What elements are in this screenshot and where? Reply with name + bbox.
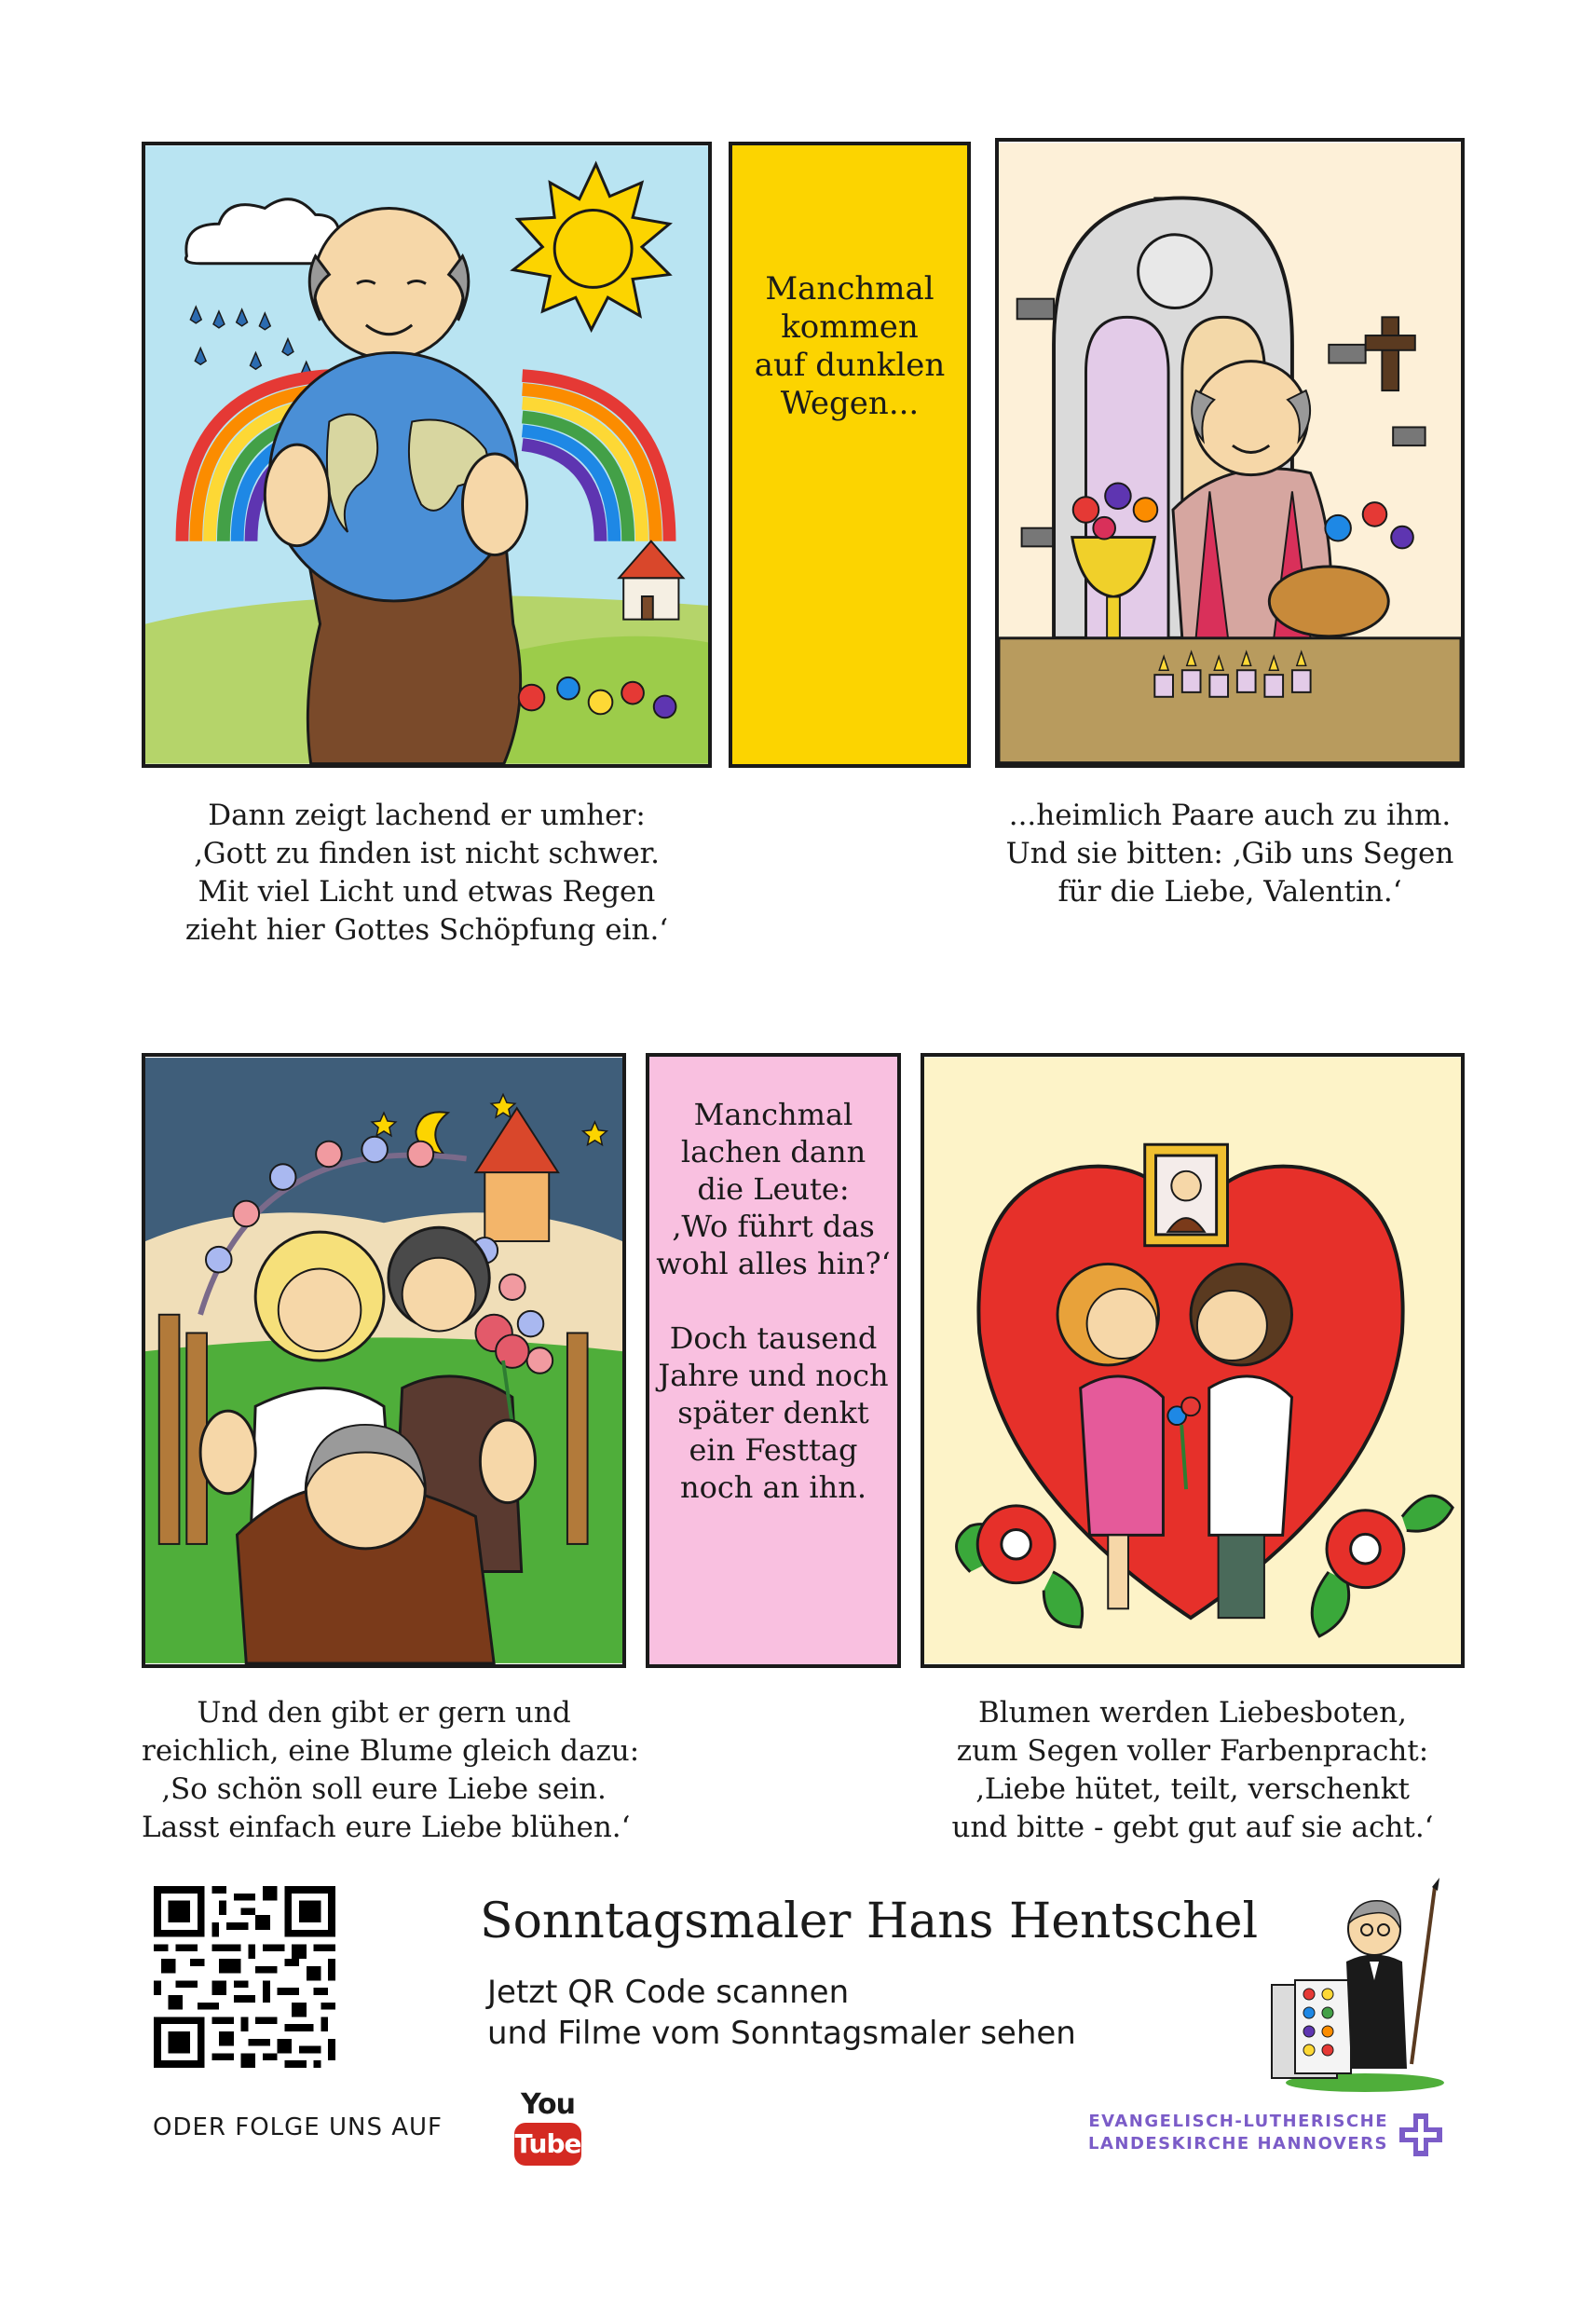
church-cross-icon: [1398, 2112, 1444, 2158]
pink-text-line: ein Festtag: [689, 1432, 858, 1468]
panel-monk-globe: [142, 142, 712, 768]
caption-line: reichlich, eine Blume gleich dazu:: [142, 1734, 640, 1768]
pink-text-line: später denkt: [677, 1395, 869, 1430]
pink-text-line: Manchmal: [693, 1097, 853, 1132]
painter-illustration: [1262, 1878, 1449, 2092]
footer-subtitle-line2: und Filme vom Sonntagsmaler sehen: [487, 2015, 1076, 2052]
church-name-line2: LANDESKIRCHE HANNOVERS: [1087, 2134, 1388, 2154]
qr-code[interactable]: [154, 1886, 335, 2068]
pink-text-line: noch an ihn.: [679, 1470, 867, 1505]
pink-text-line: Doch tausend: [669, 1320, 878, 1356]
caption-line: Und sie bitten: ‚Gib uns Segen: [1005, 837, 1454, 870]
monk-altar-illustration: [999, 142, 1461, 764]
yellow-text-line: kommen: [781, 308, 919, 346]
youtube-you-label: You: [521, 2088, 575, 2121]
caption-top-left: [142, 797, 712, 950]
pink-text-line: wohl alles hin?‘: [656, 1246, 891, 1281]
caption-bottom-right: [921, 1694, 1465, 1847]
caption-line: Und den gibt er gern und: [197, 1696, 571, 1730]
caption-line: ‚Gott zu finden ist nicht schwer.: [194, 837, 660, 870]
caption-line: Lasst einfach eure Liebe blühen.‘: [142, 1811, 631, 1844]
panel-monk-altar: [995, 138, 1465, 768]
panel-text-yellow: [729, 142, 971, 768]
qr-code-image: [154, 1886, 335, 2068]
monk-globe-illustration: [145, 145, 708, 764]
caption-line: zum Segen voller Farbenpracht:: [956, 1734, 1429, 1768]
caption-line: und bitte - gebt gut auf sie acht.‘: [951, 1811, 1434, 1844]
caption-line: Blumen werden Liebesboten,: [977, 1696, 1407, 1730]
youtube-link[interactable]: [514, 2089, 581, 2175]
panel-text-pink: [646, 1053, 901, 1668]
footer-subtitle-line1: Jetzt QR Code scannen: [487, 1974, 850, 2011]
caption-line: ‚So schön soll eure Liebe sein.: [161, 1772, 607, 1806]
pink-text-line: ‚Wo führt das: [672, 1209, 875, 1244]
caption-line: ...heimlich Paare auch zu ihm.: [1008, 799, 1452, 832]
yellow-text-line: Manchmal: [765, 270, 934, 308]
youtube-tube-label: Tube: [514, 2123, 581, 2166]
panel-couple-heart: [921, 1053, 1465, 1668]
pink-text-line: die Leute:: [697, 1171, 850, 1207]
caption-line: Dann zeigt lachend er umher:: [208, 799, 646, 832]
caption-line: Mit viel Licht und etwas Regen: [198, 875, 656, 909]
caption-top-right: [995, 797, 1465, 911]
yellow-text-line: auf dunklen: [754, 347, 946, 384]
pink-text-line: Jahre und noch: [658, 1358, 889, 1393]
panel-couple-arch: [142, 1053, 626, 1668]
follow-label: ODER FOLGE UNS AUF: [153, 2113, 443, 2141]
caption-line: für die Liebe, Valentin.‘: [1057, 875, 1402, 909]
footer-title: Sonntagsmaler Hans Hentschel: [480, 1894, 1259, 1949]
couple-arch-illustration: [145, 1057, 622, 1664]
church-logo[interactable]: [1071, 2108, 1453, 2164]
caption-line: zieht hier Gottes Schöpfung ein.‘: [184, 913, 669, 947]
caption-line: ‚Liebe hütet, teilt, verschenkt: [975, 1772, 1410, 1806]
yellow-text-line: Wegen...: [780, 385, 920, 422]
couple-heart-illustration: [924, 1057, 1461, 1664]
caption-bottom-left: [142, 1694, 640, 1847]
pink-text-line: lachen dann: [680, 1134, 866, 1169]
church-name-line1: EVANGELISCH-LUTHERISCHE: [1088, 2112, 1388, 2131]
